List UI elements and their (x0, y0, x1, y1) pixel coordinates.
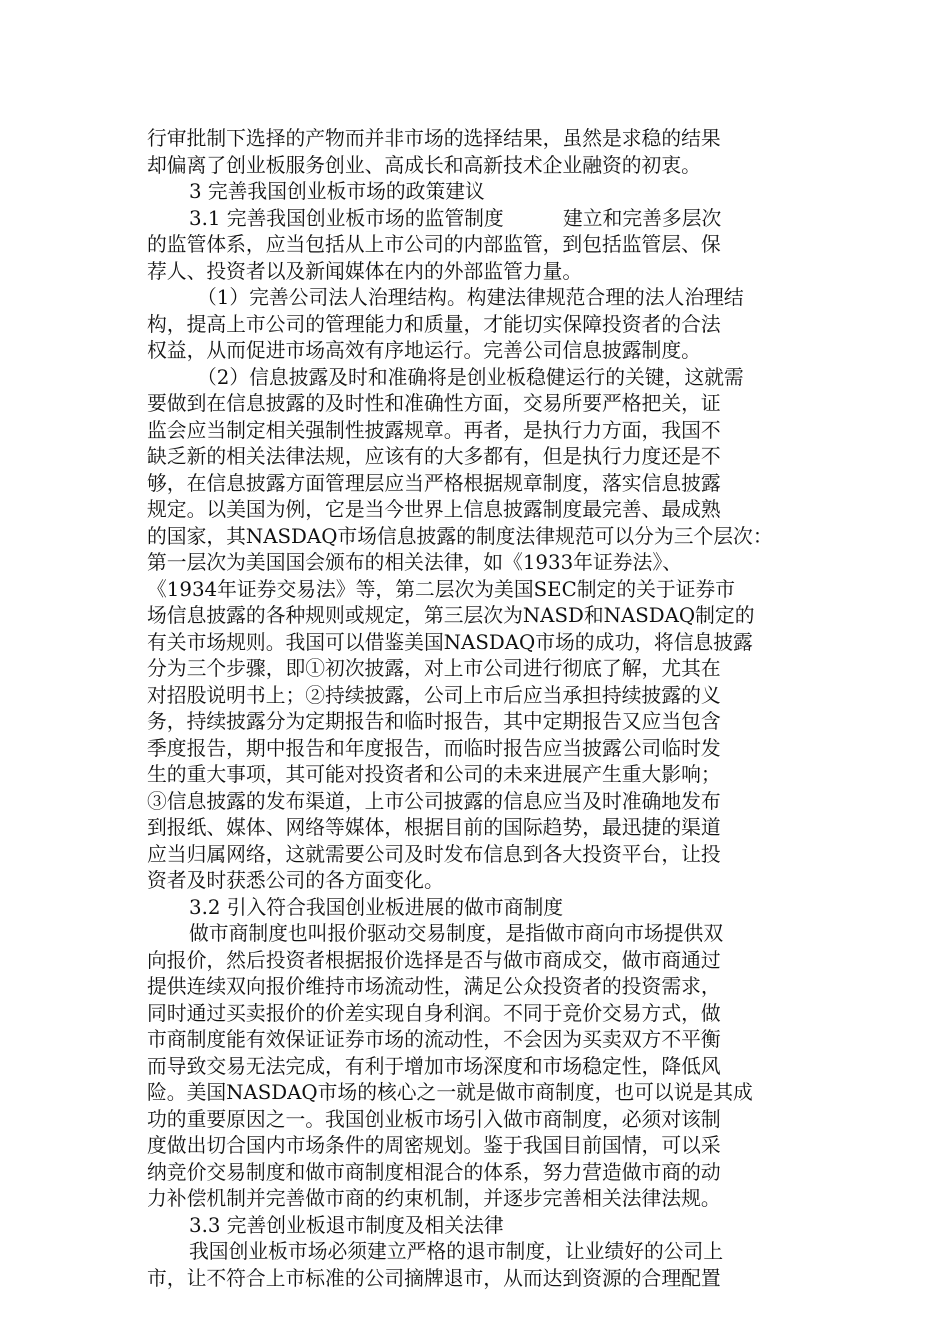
text-line: 险。美国NASDAQ市场的核心之一就是做市商制度，也可以说是其成 (147, 1081, 753, 1104)
text-line: 资者及时获悉公司的各方面变化。 (147, 869, 444, 892)
text-line: 3 完善我国创业板市场的政策建议 (189, 180, 485, 203)
text-line: 行审批制下选择的产物而并非市场的选择结果，虽然是求稳的结果 (147, 127, 721, 150)
text-line: 却偏离了创业板服务创业、高成长和高新技术企业融资的初衷。 (147, 153, 701, 177)
text-line: 够，在信息披露方面管理层应当严格根据规章制度，落实信息披露 (147, 471, 721, 495)
text-line: 务，持续披露分为定期报告和临时报告，其中定期报告又应当包含 (147, 710, 721, 733)
text-line: 缺乏新的相关法律法规，应该有的大多都有，但是执行力度还是不 (147, 445, 721, 468)
text-line: 我国创业板市场必须建立严格的退市制度，让业绩好的公司上 (189, 1240, 724, 1263)
text-line: 要做到在信息披露的及时性和准确性方面，交易所要严格把关，证 (147, 392, 721, 415)
text-line: 向报价，然后投资者根据报价选择是否与做市商成交，做市商通过 (147, 948, 721, 972)
text-line: 纳竞价交易制度和做市商制度相混合的体系，努力营造做市商的动 (147, 1160, 721, 1184)
text-line: 第一层次为美国国会颁布的相关法律，如《1933年证券法》、 (147, 551, 682, 574)
text-line: 市，让不符合上市标准的公司摘牌退市，从而达到资源的合理配置 (147, 1266, 721, 1290)
text-line: ③信息披露的发布渠道，上市公司披露的信息应当及时准确地发布 (147, 789, 721, 813)
text-line: 季度报告，期中报告和年度报告，而临时报告应当披露公司临时发 (147, 736, 721, 760)
text-line: 度做出切合国内市场条件的周密规划。鉴于我国目前国情，可以采 (147, 1134, 721, 1157)
text-line: 市商制度能有效保证证券市场的流动性，不会因为买卖双方不平衡 (147, 1028, 721, 1051)
text-line: 《1934年证券交易法》等，第二层次为美国SEC制定的关于证券市 (147, 577, 736, 601)
text-line: 3.3 完善创业板退市制度及相关法律 (189, 1213, 504, 1237)
text-line: 对招股说明书上；②持续披露，公司上市后应当承担持续披露的义 (147, 683, 721, 707)
text-line: 场信息披露的各种规则或规定，第三层次为NASD和NASDAQ制定的 (147, 604, 755, 627)
text-line: 荐人、投资者以及新闻媒体在内的外部监管力量。 (147, 259, 583, 283)
text-line: 的监管体系，应当包括从上市公司的内部监管，到包括监管层、保 (147, 233, 721, 256)
text-line: 生的重大事项，其可能对投资者和公司的未来进展产生重大影响； (147, 763, 721, 786)
text-line: 3.2 引入符合我国创业板进展的做市商制度 (189, 895, 564, 919)
document-body (147, 126, 802, 1292)
text-line: 规定。以美国为例，它是当今世界上信息披露制度最完善、最成熟 (147, 498, 721, 521)
text-line: 权益，从而促进市场高效有序地运行。完善公司信息披露制度。 (147, 339, 701, 362)
text-line: 做市商制度也叫报价驱动交易制度，是指做市商向市场提供双 (189, 922, 724, 945)
text-line: 有关市场规则。我国可以借鉴美国NASDAQ市场的成功，将信息披露 (147, 630, 753, 654)
text-line: 3.1 完善我国创业板市场的监管制度 建立和完善多层次 (189, 206, 722, 230)
text-line: 监会应当制定相关强制性披露规章。再者，是执行力方面，我国不 (147, 418, 721, 442)
text-line: 分为三个步骤，即①初次披露，对上市公司进行彻底了解，尤其在 (147, 657, 721, 680)
text-line: 应当归属网络，这就需要公司及时发布信息到各大投资平台，让投 (147, 842, 721, 866)
text-line: （1）完善公司法人治理结构。构建法律规范合理的法人治理结 (197, 286, 744, 309)
text-line: 力补偿机制并完善做市商的约束机制，并逐步完善相关法律法规。 (147, 1187, 721, 1210)
text-line: 而导致交易无法完成，有利于增加市场深度和市场稳定性，降低风 (147, 1054, 721, 1078)
text-line: 到报纸、媒体、网络等媒体，根据目前的国际趋势，最迅捷的渠道 (147, 816, 721, 839)
text-line: （2）信息披露及时和准确将是创业板稳健运行的关键，这就需 (197, 365, 744, 389)
text-line: 功的重要原因之一。我国创业板市场引入做市商制度，必须对该制 (147, 1107, 721, 1131)
text-line: 构，提高上市公司的管理能力和质量，才能切实保障投资者的合法 (147, 312, 721, 336)
text-line: 提供连续双向报价维持市场流动性，满足公众投资者的投资需求， (147, 975, 721, 998)
text-line: 同时通过买卖报价的价差实现自身利润。不同于竞价交易方式，做 (147, 1001, 721, 1025)
text-line: 的国家，其NASDAQ市场信息披露的制度法律规范可以分为三个层次： (147, 524, 773, 548)
